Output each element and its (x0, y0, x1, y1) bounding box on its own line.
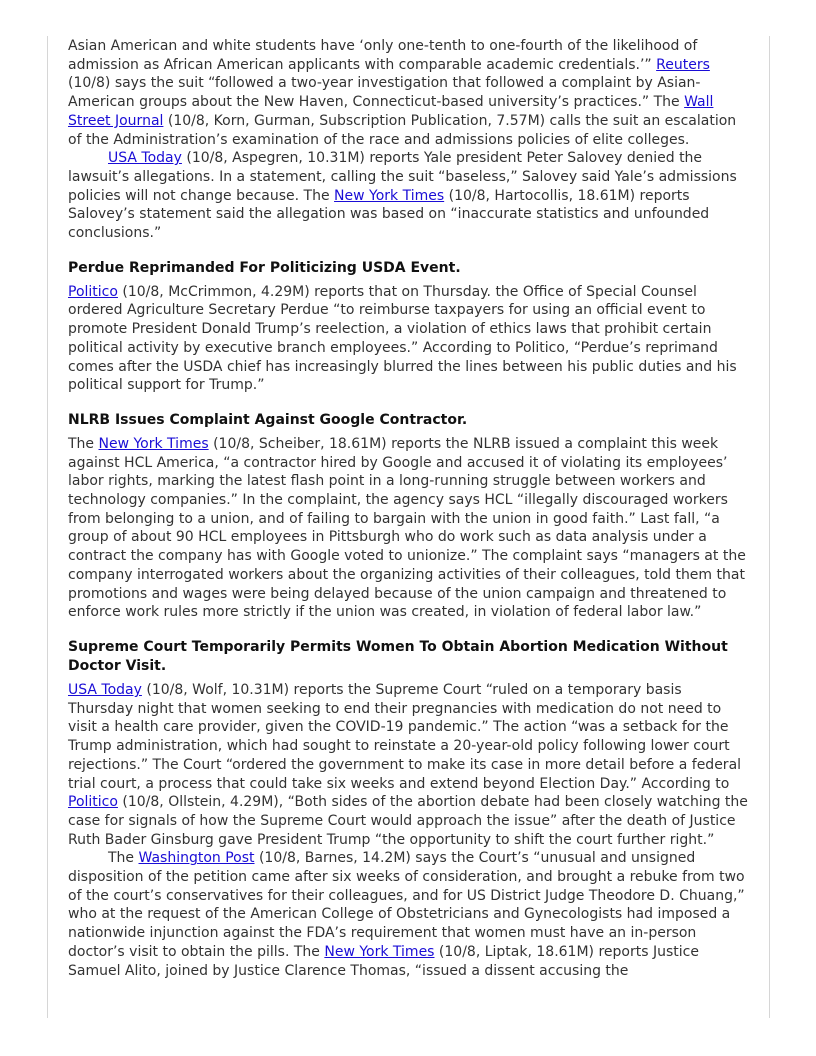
paragraph-text: (10/8, Aspegren, 10.31M) reports Yale president Peter Salovey denied the lawsuit’s allegations. In a statement, calling the suit “baseless,” Salovey said Yale’s admissions policies will not change because. The (68, 150, 737, 204)
paragraph-text: Asian American and white students have ‘only one-tenth to one-fourth of the likelihood of admission as African American applicants with comparable academic credentials.’” (68, 38, 698, 73)
paragraph-text: The (108, 850, 139, 867)
paragraph-text: (10/8, Liptak, 18.61M) reports Justice Samuel Alito, joined by Justice Clarence Thomas, “issued a dissent accusing the (68, 943, 699, 979)
article-section (68, 37, 750, 243)
paragraph-text: The (68, 435, 99, 452)
article-paragraph (68, 149, 750, 243)
article-paragraph (68, 435, 750, 622)
source-link[interactable]: Washington Post (138, 850, 255, 867)
paragraph-text: (10/8, Scheiber, 18.61M) reports the NLRB issued a complaint this week against HCL America, “a contractor hired by Google and accused it of violating its employees’ labor rights, marking the latest flash point in a long-running struggle between workers and technology companies.” In the complaint, the agency says HCL “illegally discouraged workers from belonging to a union, and of failing to bargain with the union in good faith.” Last fall, “a group of about 90 HCL employees in Pittsburgh who do work such as data analysis under a contract the company has with Google voted to unionize.” The complaint says “managers at the company interrogated workers about the organizing activities of their colleagues, told them that promotions and wages were being delayed because of the union campaign and threatened to enforce work rules more strictly if the union was created, in violation of federal labor law.” (68, 435, 746, 621)
source-link[interactable]: New York Times (98, 435, 209, 452)
source-link[interactable]: USA Today (68, 681, 142, 698)
article-heading: Supreme Court Temporarily Permits Women To Obtain Abortion Medication Without Doctor Visit. (68, 638, 728, 674)
document-body (68, 37, 750, 980)
article-paragraph (68, 283, 750, 395)
paragraph-text: (10/8, Barnes, 14.2M) says the Court’s “unusual and unsigned disposition of the petition came after six weeks of consideration, and brought a rebuke from two of the court’s conservatives for their colleagues, and for US District Judge Theodore D. Chuang,” who at the request of the American College of Obstetricians and Gynecologists had imposed a nationwide injunction against the FDA’s requirement that women must have an in-person doctor’s visit to obtain the pills. The (68, 850, 745, 960)
source-link[interactable]: Politico (68, 283, 118, 300)
source-link[interactable]: USA Today (108, 150, 182, 167)
source-link[interactable]: New York Times (334, 187, 445, 204)
paragraph-text: (10/8, Korn, Gurman, Subscription Publication, 7.57M) calls the suit an escalation of the Administration’s examination of the race and admissions policies of elite colleges. (68, 112, 737, 148)
paragraph-text: (10/8, McCrimmon, 4.29M) reports that on Thursday. the Office of Special Counsel ordered Agriculture Secretary Perdue “to reimburse taxpayers for using an official event to promote President Donald Trump’s reelection, a violation of ethics laws that prohibit certain political activity by executive branch employees.” According to Politico, “Perdue’s reprimand comes after the USDA chief has increasingly blurred the lines between his public duties and his political support for Trump.” (68, 283, 737, 394)
paragraph-text: (10/8, Wolf, 10.31M) reports the Supreme Court “ruled on a temporary basis Thursday night that women seeking to end their pregnancies with medication do not need to visit a health care provider, given the COVID-19 pandemic.” The action “was a setback for the Trump administration, which had sought to reinstate a 20-year-old policy following lower court rejections.” The Court “ordered the government to make its case in more detail before a federal trial court, a process that could take six weeks and extend beyond Election Day.” According to (68, 681, 742, 792)
article-section (68, 638, 750, 980)
article-section (68, 411, 750, 622)
source-link[interactable]: Wall Street Journal (68, 94, 714, 129)
article-heading: NLRB Issues Complaint Against Google Contractor. (68, 411, 468, 428)
paragraph-text: (10/8, Hartocollis, 18.61M) reports Salovey’s statement said the allegation was based on “inaccurate statistics and unfounded conclusions.” (68, 187, 710, 242)
paragraph-text: (10/8) says the suit “followed a two-year investigation that followed a complaint by Asian-American groups about the New Haven, Connecticut-based university’s practices.” The (68, 75, 701, 111)
article-paragraph (68, 849, 750, 980)
source-link[interactable]: Politico (68, 794, 118, 811)
article-paragraph (68, 681, 750, 849)
article-heading: Perdue Reprimanded For Politicizing USDA Event. (68, 259, 461, 276)
paragraph-text: (10/8, Ollstein, 4.29M), “Both sides of the abortion debate had been closely watching the case for signals of how the Supreme Court would approach the issue” after the death of Justice Ruth Bader Ginsburg gave President Trump “the opportunity to shift the court further right.” (68, 794, 748, 848)
source-link[interactable]: New York Times (324, 943, 435, 960)
article-paragraph (68, 37, 750, 149)
article-section (68, 259, 750, 395)
source-link[interactable]: Reuters (656, 56, 710, 73)
